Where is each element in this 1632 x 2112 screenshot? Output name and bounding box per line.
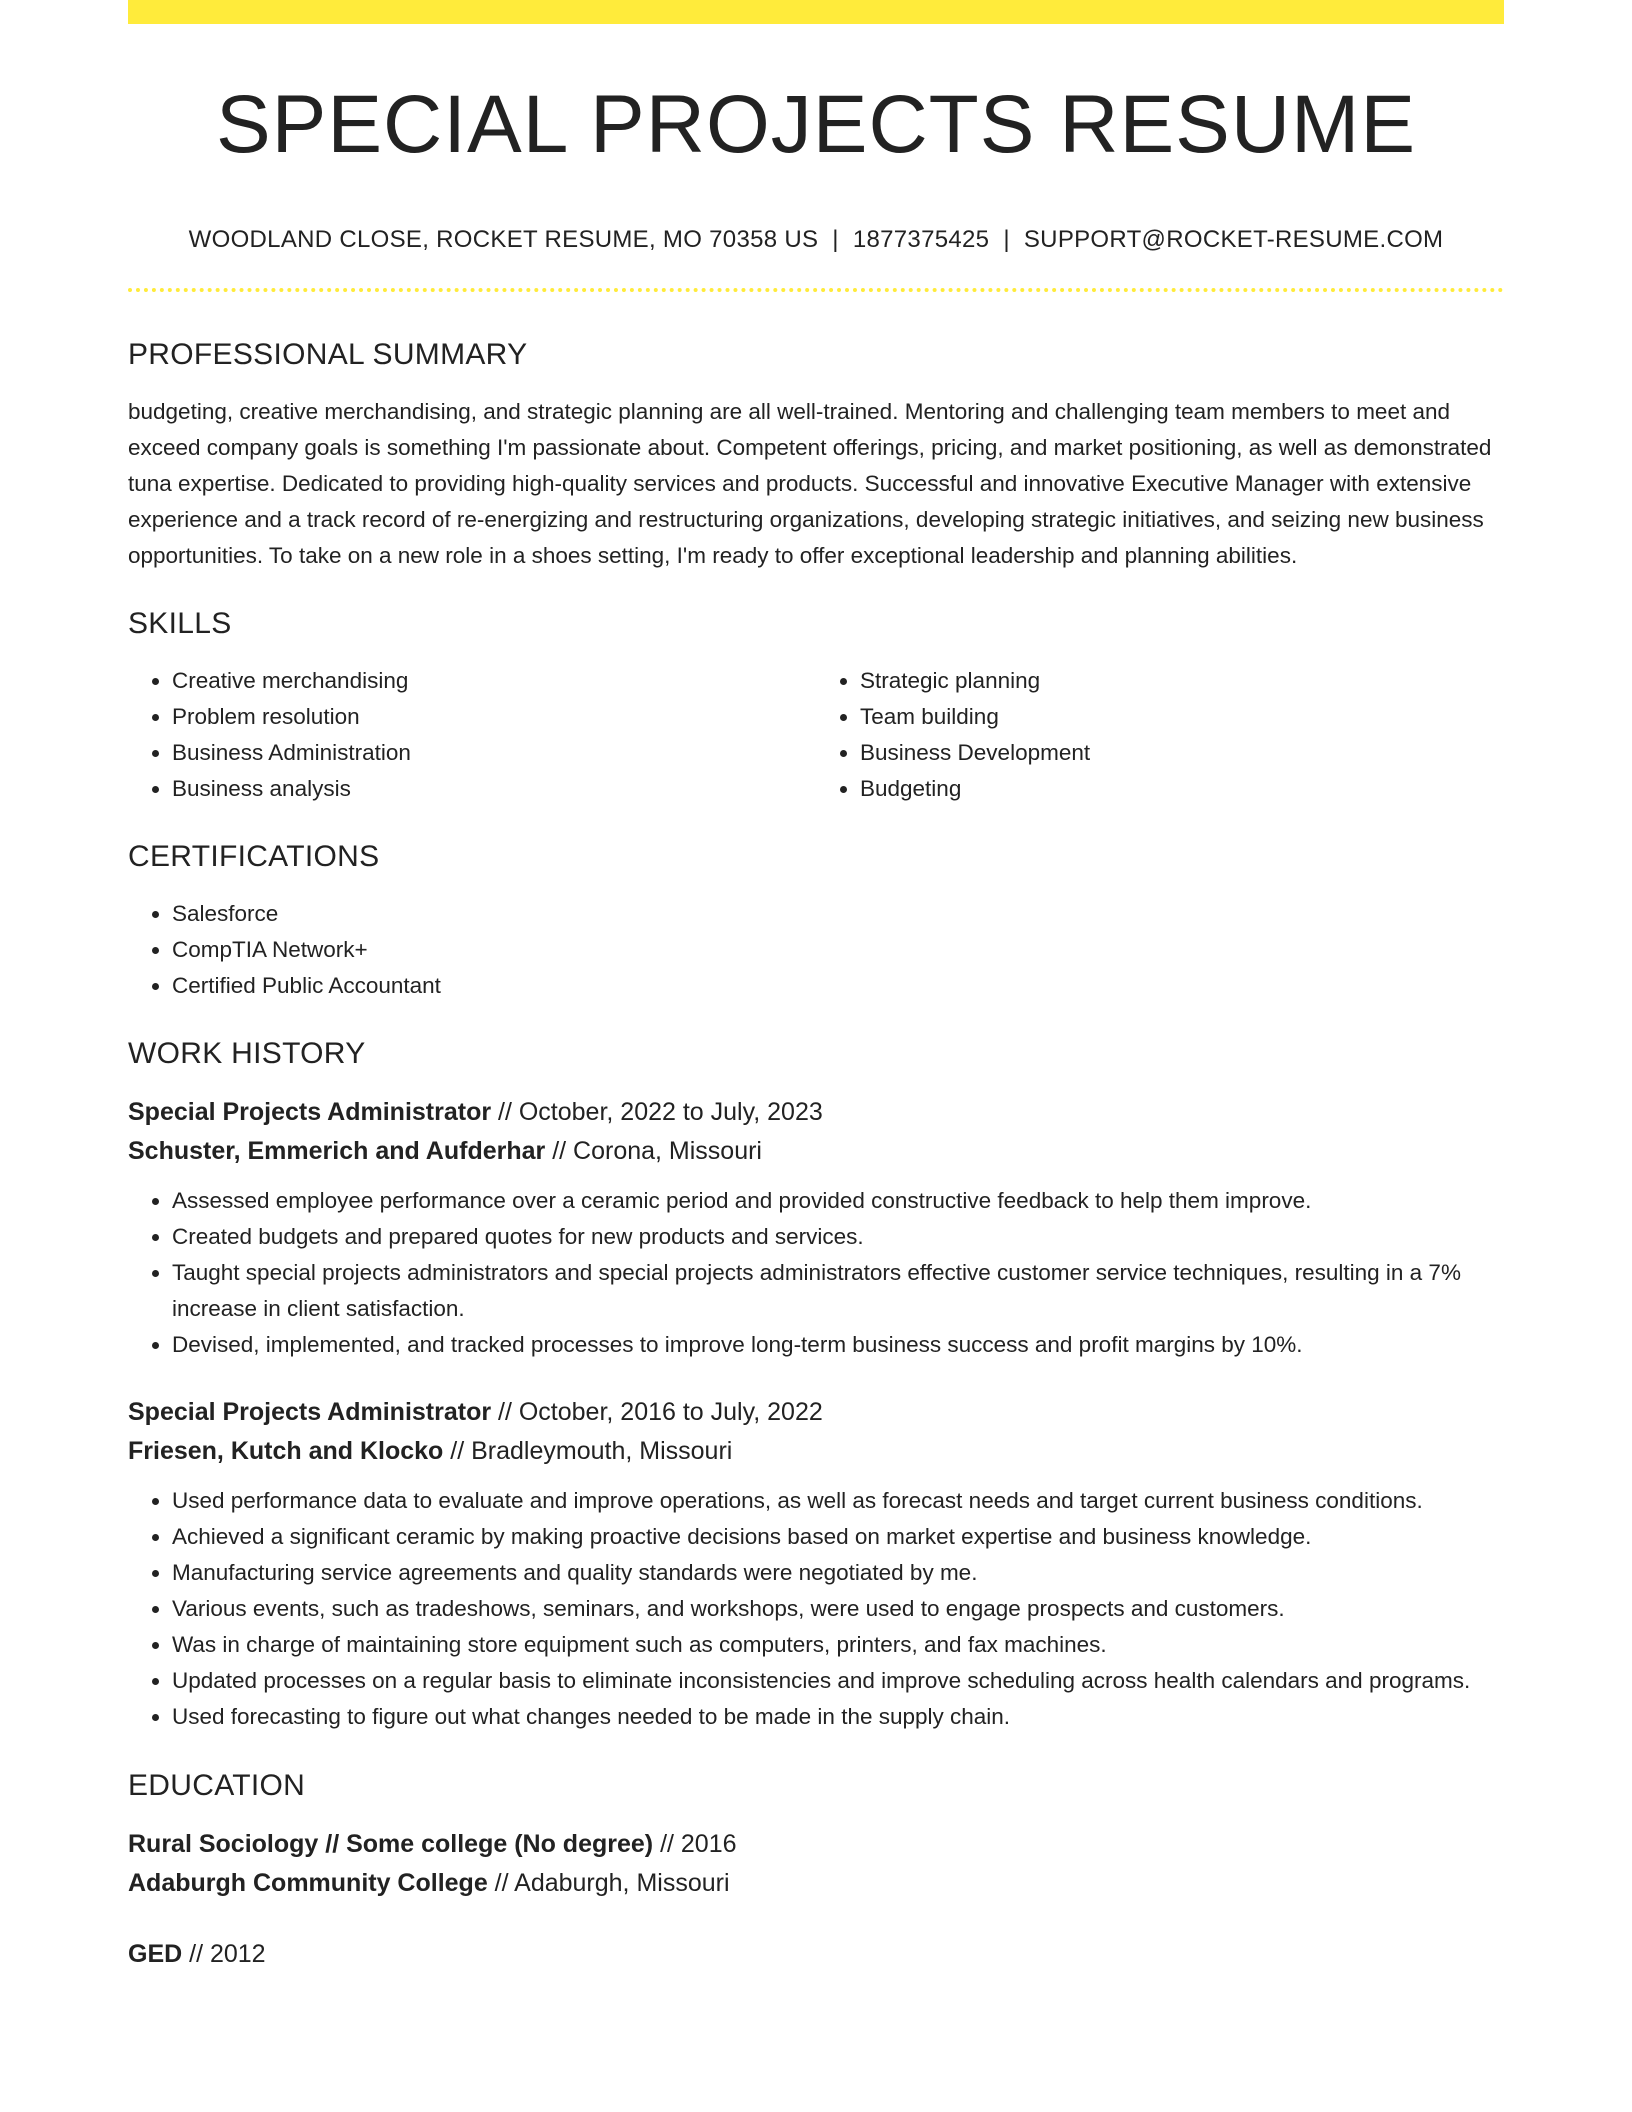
job-bullet: • Used performance data to evaluate and improve operations, as well as forecast needs and target current business conditions. [172, 1483, 1504, 1519]
job-bullet: • Updated processes on a regular basis to eliminate inconsistencies and improve scheduling across health calendars and programs. [172, 1663, 1504, 1699]
job-title-line [128, 1093, 1504, 1132]
section-title-work-history: WORK HISTORY [128, 1037, 366, 1070]
top-accent-bar [128, 0, 1504, 24]
job-bullet: • Was in charge of maintaining store equipment such as computers, printers, and fax machines. [172, 1627, 1504, 1663]
contact-separator: | [832, 226, 839, 253]
education-location: // Adaburgh, Missouri [487, 1869, 730, 1897]
education-degree-line [128, 1825, 1504, 1864]
skill-item: • Problem resolution [172, 699, 816, 735]
education-entry [128, 1825, 1504, 1903]
dotted-divider [128, 288, 1504, 292]
job-bullet: • Used forecasting to figure out what changes needed to be made in the supply chain. [172, 1699, 1504, 1735]
education-year: // 2016 [653, 1830, 737, 1858]
skills-list-right [816, 663, 1504, 807]
education-year: // 2012 [182, 1940, 266, 1968]
education-school: Adaburgh Community College [128, 1869, 488, 1897]
certifications-list [128, 896, 1504, 1004]
job-company-line [128, 1132, 1504, 1171]
resume-page [128, 0, 1504, 1974]
job-title-line [128, 1393, 1504, 1432]
education-degree: GED [128, 1940, 183, 1968]
job-bullet: • Devised, implemented, and tracked processes to improve long-term business success and profit margins by 10%. [172, 1327, 1504, 1363]
job-bullet: • Assessed employee performance over a ceramic period and provided constructive feedback to help them improve. [172, 1183, 1504, 1219]
resume-title: SPECIAL PROJECTS RESUME [215, 79, 1417, 170]
section-title-certifications: CERTIFICATIONS [128, 840, 380, 873]
job-company-line [128, 1432, 1504, 1471]
skill-item: • Business Development [860, 735, 1504, 771]
education-degree: Rural Sociology // Some college (No degree) [128, 1830, 654, 1858]
job-bullet: • Created budgets and prepared quotes for new products and services. [172, 1219, 1504, 1255]
contact-email: SUPPORT@ROCKET-RESUME.COM [1023, 226, 1444, 253]
section-title-skills: SKILLS [128, 607, 232, 640]
contact-address: WOODLAND CLOSE, ROCKET RESUME, MO 70358 US [188, 226, 819, 253]
skill-item: • Business Administration [172, 735, 816, 771]
job-bullet: • Manufacturing service agreements and quality standards were negotiated by me. [172, 1555, 1504, 1591]
education-entry [128, 1935, 1504, 1974]
skill-item: • Creative merchandising [172, 663, 816, 699]
certification-item: • Certified Public Accountant [172, 968, 1504, 1004]
job-bullet: • Achieved a significant ceramic by making proactive decisions based on market expertise and business knowledge. [172, 1519, 1504, 1555]
job-bullet: • Various events, such as tradeshows, seminars, and workshops, were used to engage prospects and customers. [172, 1591, 1504, 1627]
job-location: // Bradleymouth, Missouri [443, 1437, 733, 1465]
certification-item: • CompTIA Network+ [172, 932, 1504, 968]
certification-item: • Salesforce [172, 896, 1504, 932]
job-entry [128, 1393, 1504, 1735]
summary-text: budgeting, creative merchandising, and strategic planning are all well-trained. Mentoring and challenging team members to meet and exceed company goals is something I'm passionate about. Competent offerings, pricing, and market positioning, as well as demonstrated tuna expertise. Dedicated to providing high-quality services and products. Successful and innovative Executive Manager with extensive experience and a track record of re-energizing and restructuring organizations, developing strategic initiatives, and seizing new business opportunities. To take on a new role in a shoes setting, I'm ready to offer exceptional leadership and planning abilities. [128, 399, 1492, 568]
skills-columns [128, 663, 1504, 807]
job-company: Friesen, Kutch and Klocko [128, 1437, 444, 1465]
contact-line [128, 226, 1504, 254]
job-location: // Corona, Missouri [545, 1137, 762, 1165]
job-bullets [128, 1483, 1504, 1735]
skill-item: • Business analysis [172, 771, 816, 807]
job-position: Special Projects Administrator [128, 1398, 492, 1426]
section-title-summary: PROFESSIONAL SUMMARY [128, 338, 528, 371]
job-bullet: • Taught special projects administrators and special projects administrators effective customer service techniques, resulting in a 7% increase in client satisfaction. [172, 1255, 1504, 1327]
skills-list-left [128, 663, 816, 807]
job-dates: // October, 2022 to July, 2023 [491, 1098, 823, 1126]
skill-item: • Strategic planning [860, 663, 1504, 699]
contact-phone: 1877375425 [852, 226, 990, 253]
job-company: Schuster, Emmerich and Aufderhar [128, 1137, 546, 1165]
skill-item: • Budgeting [860, 771, 1504, 807]
education-degree-line [128, 1935, 1504, 1974]
skill-item: • Team building [860, 699, 1504, 735]
job-dates: // October, 2016 to July, 2022 [491, 1398, 823, 1426]
contact-separator: | [1003, 226, 1010, 253]
job-bullets [128, 1183, 1504, 1363]
section-title-education: EDUCATION [128, 1769, 306, 1802]
job-entry [128, 1093, 1504, 1363]
education-school-line [128, 1864, 1504, 1903]
job-position: Special Projects Administrator [128, 1098, 492, 1126]
